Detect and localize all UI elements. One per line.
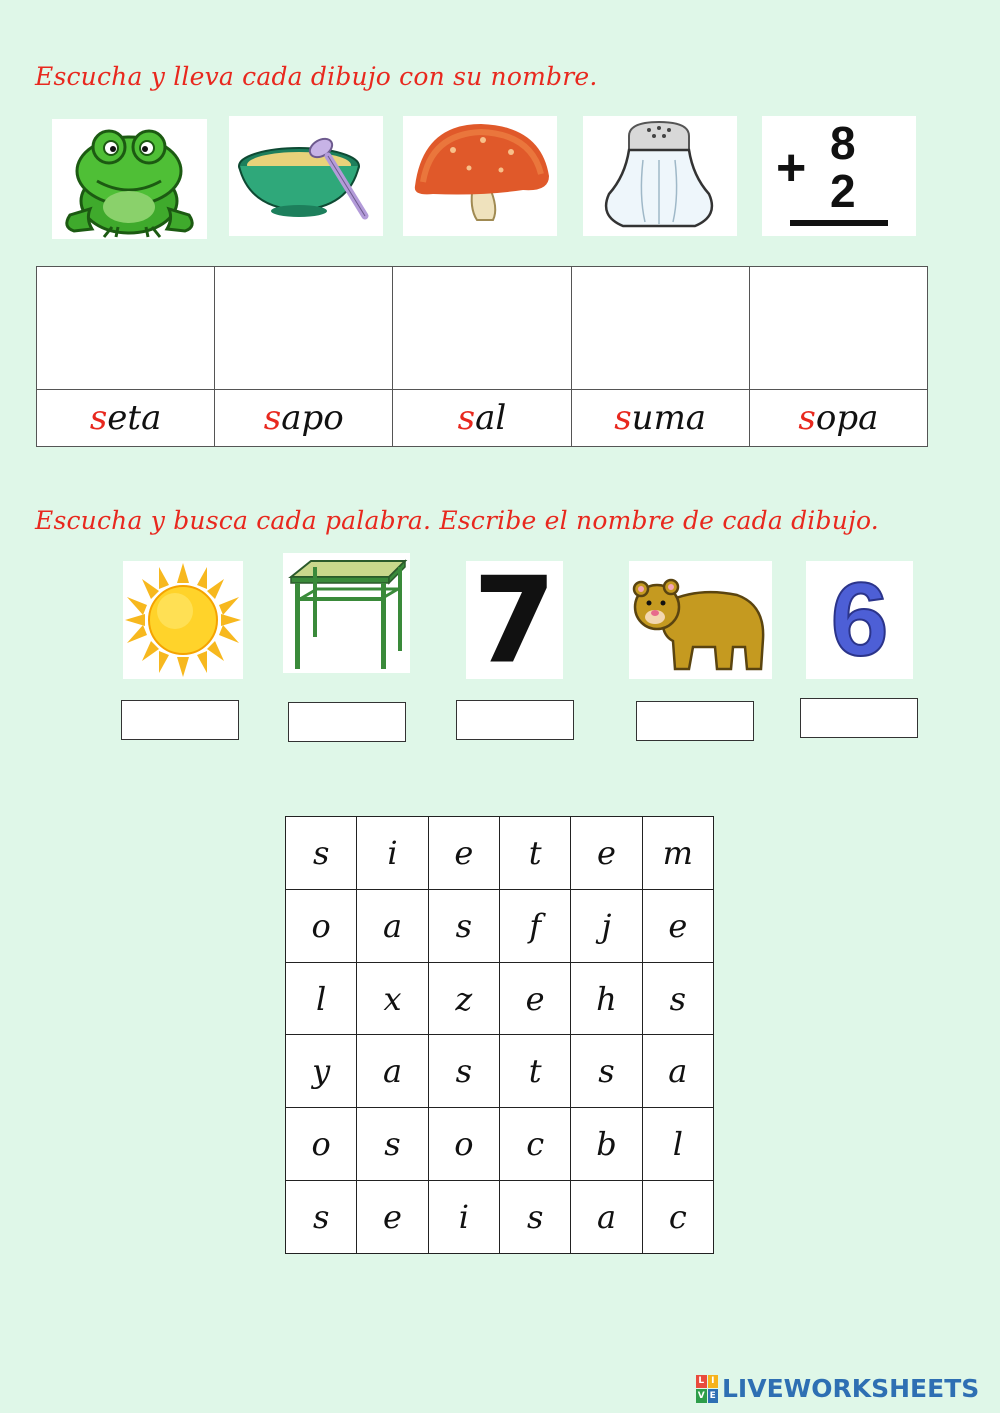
word-cell-sapo [215,390,393,447]
word-cell-seta [37,390,215,447]
addition-top-number: 8 [830,117,856,169]
grid-cell[interactable]: s [428,1035,499,1108]
word-first-letter: s [263,398,282,438]
word-rest: opa [815,398,879,438]
seven-picture [466,561,563,679]
grid-cell[interactable]: b [571,1108,642,1181]
grid-cell[interactable]: c [499,1108,570,1181]
grid-cell[interactable]: e [428,817,499,890]
drop-zone-2[interactable] [215,267,393,390]
grid-cell[interactable]: s [286,817,357,890]
grid-cell[interactable]: s [571,1035,642,1108]
grid-cell[interactable]: t [499,1035,570,1108]
frog-picture[interactable] [52,119,207,239]
grid-cell[interactable]: o [428,1108,499,1181]
word-cell-suma [571,390,749,447]
brand-text: LIVEWORKSHEETS [722,1374,980,1403]
grid-cell[interactable]: y [286,1035,357,1108]
soup-bowl-icon [229,116,383,236]
grid-cell[interactable]: l [286,962,357,1035]
grid-cell[interactable]: a [357,889,428,962]
frog-icon [52,119,207,239]
grid-cell[interactable]: s [286,1181,357,1254]
word-cell-sal [393,390,571,447]
answer-input-seven[interactable] [456,700,574,740]
grid-cell[interactable]: t [499,817,570,890]
grid-cell[interactable]: x [357,962,428,1035]
brand-badge-letter: E [708,1389,719,1403]
salt-shaker-picture[interactable] [583,116,737,236]
brand-badge-letter: L [696,1375,707,1389]
grid-cell[interactable]: j [571,889,642,962]
instruction-section-1: Escucha y lleva cada dibujo con su nombre. [35,62,598,91]
word-rest: al [475,398,507,438]
word-first-letter: s [89,398,108,438]
six-picture [806,561,913,679]
number-seven-icon: 7 [473,561,556,679]
grid-cell[interactable]: s [642,962,713,1035]
sun-picture [123,561,243,679]
grid-cell[interactable]: z [428,962,499,1035]
answer-input-six[interactable] [800,698,918,738]
word-first-letter: s [457,398,476,438]
drop-zone-5[interactable] [749,267,927,390]
sun-icon [123,561,243,679]
grid-cell[interactable]: e [642,889,713,962]
grid-cell[interactable]: e [571,817,642,890]
grid-cell[interactable]: i [428,1181,499,1254]
grid-cell[interactable]: l [642,1108,713,1181]
grid-cell[interactable]: s [357,1108,428,1181]
word-rest: apo [281,398,344,438]
desk-picture [283,553,410,673]
grid-cell[interactable]: o [286,889,357,962]
desk-icon [283,553,410,673]
brand-badge-letter: I [708,1375,719,1389]
answer-input-sun[interactable] [121,700,239,740]
drop-zone-4[interactable] [571,267,749,390]
grid-cell[interactable]: h [571,962,642,1035]
grid-cell[interactable]: m [642,817,713,890]
grid-cell[interactable]: a [357,1035,428,1108]
drop-zone-1[interactable] [37,267,215,390]
grid-cell[interactable]: i [357,817,428,890]
salt-shaker-icon [583,116,737,236]
mushroom-icon [403,116,557,236]
answer-input-desk[interactable] [288,702,406,742]
answer-input-bear[interactable] [636,701,754,741]
word-cell-sopa [749,390,927,447]
addition-picture[interactable] [762,116,916,236]
addition-bottom-number: 2 [830,165,856,217]
soup-bowl-picture[interactable] [229,116,383,236]
bear-picture [629,561,772,679]
word-rest: eta [107,398,162,438]
word-search-grid [285,816,714,1254]
brand-badge-icon [696,1375,718,1403]
grid-cell[interactable]: o [286,1108,357,1181]
brand-badge-letter: V [697,1390,705,1401]
addition-icon [762,116,916,236]
instruction-section-2: Escucha y busca cada palabra. Escribe el nombre de cada dibujo. [35,506,879,535]
grid-cell[interactable]: a [571,1181,642,1254]
grid-cell[interactable]: f [499,889,570,962]
grid-cell[interactable]: e [499,962,570,1035]
grid-cell[interactable]: c [642,1181,713,1254]
word-first-letter: s [798,398,816,438]
grid-cell[interactable]: a [642,1035,713,1108]
addition-line [790,220,888,226]
grid-cell[interactable]: s [499,1181,570,1254]
matching-table [36,266,928,447]
drop-zone-3[interactable] [393,267,571,390]
grid-cell[interactable]: e [357,1181,428,1254]
word-rest: uma [631,398,707,438]
addition-operator: + [776,139,807,197]
grid-cell[interactable]: s [428,889,499,962]
liveworksheets-logo[interactable] [696,1374,979,1403]
bear-icon [629,561,772,679]
mushroom-picture[interactable] [403,116,557,236]
number-six-icon: 6 [830,562,889,678]
word-first-letter: s [614,398,632,438]
